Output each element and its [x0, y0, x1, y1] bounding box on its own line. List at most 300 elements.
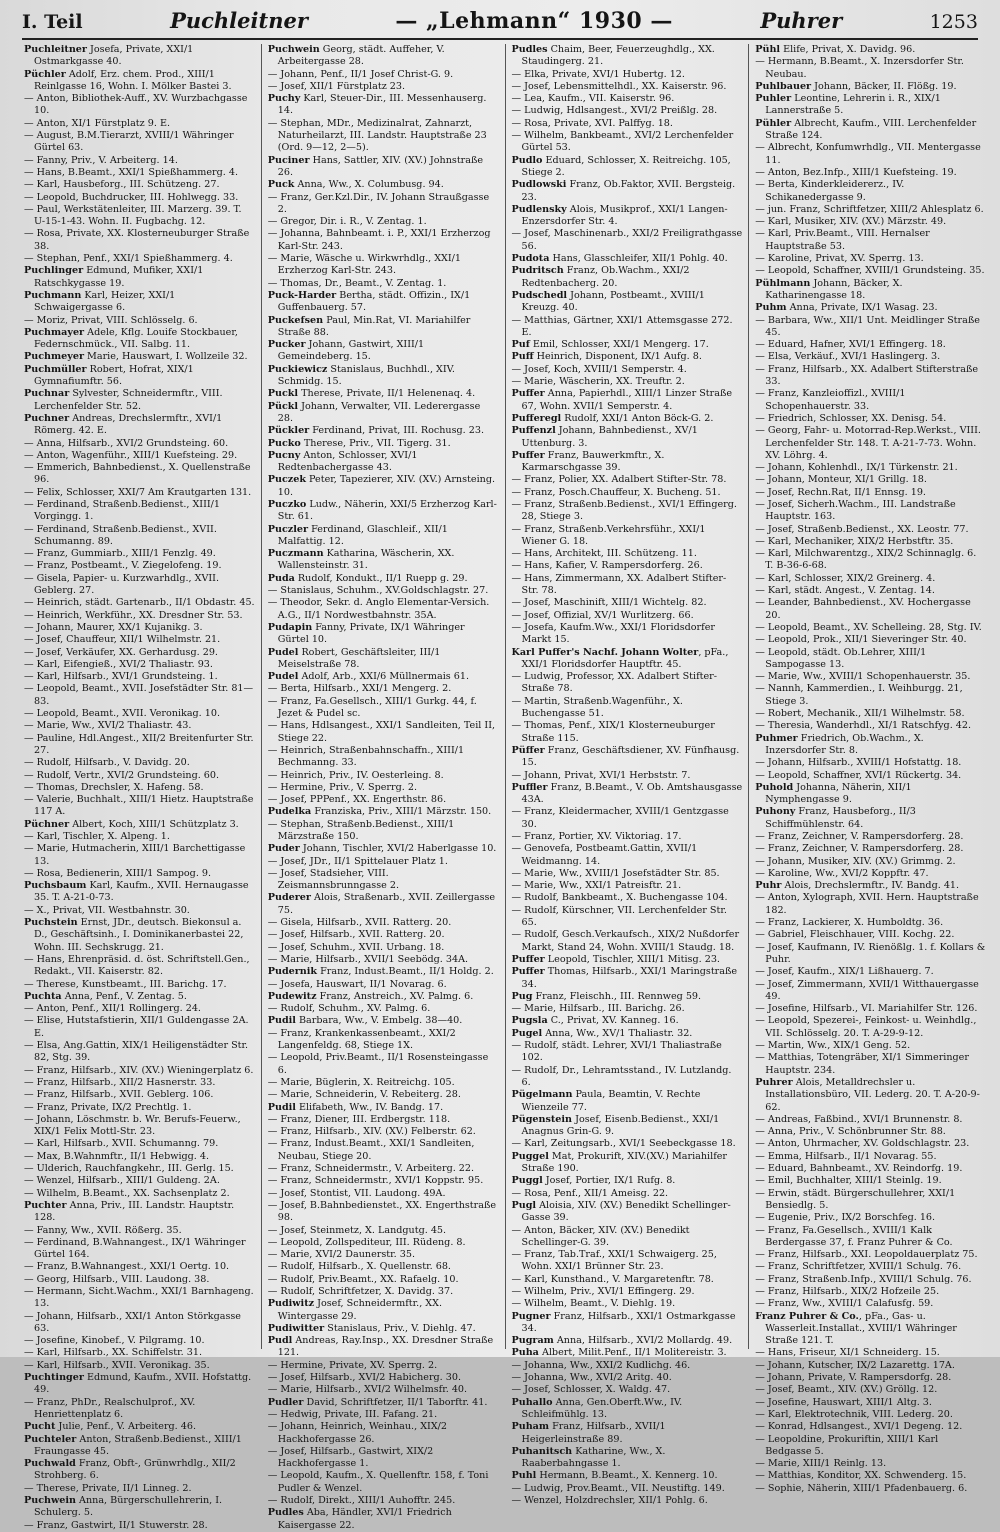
- entry-details: — Marie, Wäscherin, XX. Treuftr. 2.: [511, 376, 685, 388]
- entry-surname: Puf: [511, 339, 530, 351]
- directory-entry: [512, 351, 743, 363]
- directory-entry: [24, 831, 255, 843]
- entry-surname: Puchstein: [24, 917, 78, 929]
- entry-details: Anton, Straßenb.Bedienst., XIII/1 Fraungasse 45.: [34, 1433, 242, 1457]
- directory-entry: [755, 1114, 986, 1126]
- entry-surname: Puchner: [24, 412, 70, 424]
- entry-details: — Rudolf, Direkt., XIII/1 Auhofftr. 245.: [267, 1495, 456, 1507]
- entry-details: Johanna, Näherin, XII/1 Nymphengasse 9.: [765, 781, 912, 806]
- directory-entry: [24, 1040, 255, 1065]
- entry-details: — Marie, XVI/2 Daunerstr. 35.: [267, 1249, 416, 1261]
- directory-entry: [24, 560, 255, 572]
- entry-details: — Hans, Architekt, III. Schützeng. 11.: [511, 548, 697, 560]
- entry-details: — Karl, Eifengieß., XVI/2 Thaliastr. 93.: [24, 658, 213, 670]
- directory-entry: [755, 1225, 986, 1250]
- entry-details: — Franz, Ww., XVIII/1 Calafusfg. 59.: [755, 1298, 934, 1310]
- directory-entry: [24, 1151, 255, 1163]
- entry-details: — Franz, Diener, III. Erdbergstr. 118.: [267, 1113, 451, 1125]
- entry-details: — Marie, Hilfsarb., III. Barichg. 26.: [511, 1003, 685, 1015]
- directory-entry: [512, 1188, 743, 1200]
- directory-entry: [755, 573, 986, 585]
- entry-surname: Pudles: [511, 44, 548, 55]
- directory-entry: [24, 93, 255, 118]
- directory-entry: [755, 253, 986, 265]
- directory-entry: [24, 524, 255, 549]
- directory-entry: [268, 1200, 499, 1225]
- directory-entry: [24, 155, 255, 167]
- directory-entry: [268, 401, 499, 426]
- entry-details: — Hans, Friseur, XI/1 Schneiderg. 15.: [755, 1347, 940, 1359]
- directory-entry: [268, 450, 499, 475]
- directory-entry: [268, 388, 499, 400]
- directory-entry: [512, 1015, 743, 1027]
- directory-entry: [24, 1347, 255, 1359]
- entry-details: — Anna, Priv., V. Schönbrunner Str. 88.: [755, 1126, 946, 1138]
- entry-details: — Matthias, Gärtner, XXI/1 Attemsgasse 272. E.: [511, 314, 733, 338]
- entry-surname: Puczek: [267, 474, 306, 486]
- entry-surname: Puhold: [755, 781, 794, 793]
- entry-details: — Franz, Schriftfetzer, XVIII/1 Schulg. 76.: [755, 1261, 962, 1273]
- entry-details: — Elka, Private, XVI/1 Hubertg. 12.: [511, 68, 685, 80]
- directory-entry: [268, 966, 499, 978]
- entry-details: Franz, Anstreich., XV. Palmg. 6.: [316, 990, 474, 1002]
- directory-entry: [512, 647, 743, 672]
- entry-details: — Josef, Maschinenarb., XXI/2 Freiligrathgasse 56.: [511, 228, 743, 252]
- entry-details: — Gregor, Dir. i. R., V. Zentag. 1.: [267, 216, 427, 228]
- directory-entry: [755, 856, 986, 868]
- directory-entry: [24, 1065, 255, 1077]
- entry-details: — Lea, Kaufm., VII. Kaiserstr. 96.: [511, 93, 675, 105]
- entry-surname: Pugner: [511, 1310, 551, 1322]
- page-number: 1253: [929, 11, 978, 33]
- entry-details: Fanny, Private, IX/1 Währinger Gürtel 10.: [277, 621, 465, 646]
- entry-details: Chaim, Beer, Feuerzeughdlg., XX. Staudingerg. 21.: [521, 44, 715, 68]
- directory-entry: [268, 44, 499, 69]
- entry-details: — Emmerich, Bahnbedienst., X. Quellenstraße 96.: [24, 462, 251, 486]
- entry-details: — Karl, Musiker, XIV. (XV.) Märzstr. 49.: [755, 216, 947, 228]
- directory-entry: [512, 204, 743, 229]
- entry-details: — Josef, Stontist, VII. Laudong. 49A.: [267, 1187, 446, 1199]
- entry-details: Elife, Privat, X. Davidg. 96.: [780, 44, 916, 55]
- directory-entry: [24, 1274, 255, 1286]
- entry-details: — Johann, Heinrich, Weinhau., XIX/2 Hackhofergasse 26.: [267, 1421, 447, 1445]
- directory-entry: [755, 413, 986, 425]
- entry-details: — Johann, Hilfsarb., XXI/1 Anton Störkgasse 63.: [24, 1310, 241, 1334]
- entry-details: Anna, Ww., XV/1 Thaliastr. 32.: [542, 1027, 693, 1039]
- entry-details: — Rudolf, Schriftfetzer, X. Davidg. 37.: [267, 1285, 454, 1297]
- entry-details: — Elise, Hutstafstierin, XII/1 Guldengasse 2A. E.: [24, 1015, 249, 1039]
- entry-details: Franz, Hilfsarb., XVII/1 Heigerleinstraße 89.: [521, 1421, 666, 1445]
- entry-details: — Karl, Milchwarentzg., XIX/2 Schinnaglg. 6. T. B-36-6-68.: [755, 548, 977, 572]
- entry-details: — Franz, Portier, XV. Viktoriag. 17.: [511, 831, 682, 842]
- directory-entry: [755, 634, 986, 646]
- directory-entry: [512, 315, 743, 340]
- entry-details: Johann, Bäcker, II. Flößg. 19.: [811, 80, 957, 92]
- entry-details: Thomas, Hilfsarb., XXI/1 Maringstraße 34.: [521, 966, 738, 990]
- entry-details: Andreas, Drechslermftr., XVI/1 Römerg. 42. E.: [34, 412, 223, 437]
- directory-entry: [755, 1175, 986, 1187]
- entry-details: — Franz, Hilfsarb., XIX/2 Hofzeile 25.: [755, 1285, 940, 1297]
- directory-entry: [755, 228, 986, 253]
- directory-entry: [24, 597, 255, 609]
- directory-entry: [268, 917, 499, 929]
- entry-details: Andreas, Ray.Insp., XX. Dresdner Straße 121.: [277, 1335, 494, 1359]
- entry-details: — Gisela, Hilfsarb., XVII. Ratterg. 20.: [267, 917, 452, 929]
- directory-entry: [755, 1372, 986, 1384]
- directory-entry: [512, 905, 743, 930]
- entry-surname: Puffenzl: [511, 425, 556, 437]
- directory-entry: [512, 1225, 743, 1250]
- entry-details: — Josef, Steinmetz, X. Landgutg. 45.: [267, 1224, 447, 1236]
- entry-details: Aba, Händler, XVI/1 Friedrich Kaisergasse 22.: [277, 1507, 452, 1531]
- entry-surname: Pudil: [267, 1101, 296, 1113]
- directory-entry: [24, 450, 255, 462]
- entry-details: — Hedwig, Private, III. Fafang. 21.: [267, 1408, 438, 1420]
- directory-entry: [512, 1311, 743, 1336]
- entry-details: — Karl, Hilfsarb., XVII. Schumanng. 79.: [24, 1138, 219, 1150]
- entry-details: — Marie, Hutmacherin, XIII/1 Barchettigasse 13.: [24, 843, 246, 867]
- directory-entry: [755, 167, 986, 179]
- entry-details: — Franz, Zeichner, V. Rampersdorferg. 28.: [755, 843, 964, 855]
- directory-entry: [755, 548, 986, 573]
- directory-entry: [268, 1028, 499, 1053]
- entry-details: Ferdinand, Glaschleif., XII/1 Malfattig. 12.: [277, 523, 448, 547]
- entry-details: — Karl, Schlosser, XIX/2 Greinerg. 4.: [755, 572, 936, 584]
- entry-details: — Wilhelm, B.Beamt., XX. Sachsenplatz 2.: [24, 1187, 230, 1199]
- entry-details: — Josef, Stadsieher, VIII. Zeismannsbrunngasse 2.: [267, 867, 400, 892]
- entry-details: — Leander, Bahnbedienst., XV. Hochergasse 20.: [755, 597, 971, 621]
- directory-entry: [268, 548, 499, 573]
- entry-details: Anna, Ww., X. Columbusg. 94.: [294, 179, 444, 191]
- directory-entry: [755, 536, 986, 548]
- entry-details: — Franz, Posch.Chauffeur, X. Bucheng. 51.: [511, 486, 721, 498]
- entry-details: — Franz, Lackierer, X. Humboldtg. 36.: [755, 917, 944, 929]
- directory-entry: [755, 388, 986, 413]
- entry-details: Josef, Eisenb.Bedienst., XXI/1 Anagnus Grin-G. 9.: [521, 1113, 720, 1138]
- entry-details: — Franz, Hilfsarb., XX. Adalbert Stifterstraße 33.: [755, 363, 979, 388]
- directory-entry: [24, 1335, 255, 1347]
- directory-entry: [24, 757, 255, 769]
- directory-entry: [755, 708, 986, 720]
- directory-entry: [512, 228, 743, 253]
- directory-entry: [512, 474, 743, 486]
- entry-details: — Anton, XI/1 Fürstplatz 9. E.: [24, 117, 171, 129]
- directory-entry: [512, 966, 743, 991]
- entry-details: Katharina, Wäscherin, XX. Wallensteinstr. 31.: [277, 548, 455, 572]
- entry-details: Karl, Heizer, XXI/1 Schwaigergasse 6.: [34, 289, 176, 314]
- directory-entry: [24, 991, 255, 1003]
- directory-entry: [512, 1372, 743, 1384]
- entry-surname: Pudles: [267, 1507, 304, 1519]
- directory-entry: [755, 1212, 986, 1224]
- entry-details: — Ulderich, Rauchfangkehr., III. Gerlg. 15.: [24, 1163, 234, 1175]
- directory-entry: [268, 806, 499, 818]
- entry-details: — Franz, Schneidermstr., V. Arbeiterg. 22.: [267, 1163, 475, 1175]
- directory-entry: [512, 339, 743, 351]
- directory-entry: [24, 548, 255, 560]
- directory-entry: [755, 683, 986, 708]
- entry-details: — Karoline, Ww., XVI/2 Koppftr. 47.: [755, 867, 929, 879]
- entry-surname: Pudschedl: [511, 289, 568, 301]
- entry-surname: Karl Puffer's Nachf. Johann Wolter: [511, 646, 699, 658]
- directory-entry: [512, 929, 743, 954]
- directory-entry: [268, 1102, 499, 1114]
- entry-details: Elifabeth, Ww., IV. Bandg. 17.: [295, 1101, 444, 1113]
- directory-entry: [24, 1102, 255, 1114]
- entry-details: — Josefine, Hauswart, XIII/1 Altg. 3.: [755, 1396, 932, 1408]
- entry-surname: Puchmayer: [24, 326, 85, 338]
- directory-entry: [755, 1274, 986, 1286]
- entry-details: — Karl, Hausbeforg., III. Schützeng. 27.: [24, 179, 220, 191]
- directory-entry: [24, 499, 255, 524]
- entry-details: — Marie, Schneiderin, V. Rebeiterg. 28.: [267, 1089, 461, 1101]
- directory-entry: [512, 130, 743, 155]
- entry-details: — Franz, Krankenkassenbeamt., XXI/2 Langenfeldg. 68, Stiege 1X.: [267, 1027, 456, 1052]
- entry-details: — Anton, Bibliothek-Auff., XV. Wurzbachgasse 10.: [24, 93, 248, 117]
- entry-surname: Pudewitz: [267, 990, 317, 1002]
- directory-entry: [268, 1409, 499, 1421]
- directory-entry: [512, 1483, 743, 1495]
- directory-entry: [512, 806, 743, 831]
- entry-details: — Martin, Ww., XIX/1 Geng. 52.: [755, 1040, 911, 1052]
- directory-entry: [755, 142, 986, 167]
- directory-entry: [24, 979, 255, 991]
- entry-details: Bertha, städt. Offizin., IX/1 Guffenbauerg. 57.: [277, 289, 471, 314]
- directory-entry: [268, 1089, 499, 1101]
- directory-entry: [512, 1175, 743, 1187]
- entry-surname: Pudel: [267, 671, 299, 683]
- directory-entry: [268, 1225, 499, 1237]
- entry-details: — Karl, Mechaniker, XIX/2 Herbstftr. 35.: [755, 535, 954, 547]
- directory-entry: [512, 1470, 743, 1482]
- entry-details: — Franz, Hilfsarb., XIV. (XV.) Felberstr. 62.: [267, 1126, 476, 1138]
- entry-details: — Karl, Tischler, X. Alpeng. 1.: [24, 831, 170, 842]
- entry-details: Johann, Tischler, XVI/2 Haberlgasse 10.: [299, 843, 497, 855]
- entry-details: — Josef, Hilfsarb., XVI/2 Habicherg. 30.: [267, 1372, 462, 1384]
- directory-entry: [268, 892, 499, 917]
- directory-entry: [755, 179, 986, 204]
- directory-entry: [268, 1384, 499, 1396]
- column-3: [506, 44, 750, 1507]
- entry-surname: Puffler: [511, 781, 548, 793]
- directory-entry: [755, 917, 986, 929]
- entry-surname: Pudlo: [511, 154, 543, 166]
- directory-entry: [24, 167, 255, 179]
- entry-surname: Puchter: [24, 1199, 67, 1211]
- directory-entry: [268, 585, 499, 597]
- directory-entry: [755, 1421, 986, 1433]
- entry-surname: Pügelmann: [511, 1089, 573, 1101]
- header-first-name: Puchleitner: [170, 8, 308, 33]
- directory-entry: [268, 683, 499, 695]
- entry-details: — Josef, Maschinift, XIII/1 Wichtelg. 82.: [511, 597, 707, 609]
- directory-entry: [755, 1138, 986, 1150]
- directory-entry: [268, 671, 499, 683]
- directory-entry: [24, 1200, 255, 1225]
- entry-surname: Puhlbauer: [755, 80, 812, 92]
- directory-entry: [755, 487, 986, 499]
- directory-entry: [755, 1188, 986, 1213]
- entry-details: Hans, Glasschleifer, XII/1 Pohlg. 40.: [549, 253, 728, 265]
- directory-entry: [755, 1384, 986, 1396]
- entry-details: — Josef, B.Bahnbedienstet., XX. Engerthstraße 98.: [267, 1199, 497, 1224]
- entry-details: — Franz, Gastwirt, II/1 Stuwerstr. 28.: [24, 1519, 208, 1531]
- entry-details: Friedrich, Ob.Wachm., X. Inzersdorfer Str. 8.: [765, 732, 924, 756]
- directory-entry: [755, 1434, 986, 1459]
- directory-entry: [755, 1040, 986, 1052]
- directory-entry: [24, 954, 255, 979]
- directory-entry: [24, 438, 255, 450]
- directory-entry: [268, 929, 499, 941]
- entry-details: — jun. Franz, Schriftfetzer, XIII/2 Ahlesplatz 6.: [755, 203, 984, 215]
- directory-entry: [24, 462, 255, 487]
- entry-surname: Puham: [511, 1421, 550, 1433]
- directory-entry: [268, 1015, 499, 1027]
- directory-entry: [24, 1360, 255, 1372]
- columns-container: [18, 44, 992, 1531]
- entry-surname: Puczko: [267, 498, 307, 510]
- entry-surname: Pudl: [267, 1335, 293, 1347]
- entry-details: — Eduard, Bahnbeamt., XV. Reindorfg. 19.: [755, 1163, 963, 1175]
- entry-surname: Puhony: [755, 806, 796, 818]
- entry-details: — Hans, Ehrenpräsid. d. öst. Schriftstell.Gen., Redakt., VII. Kaiserstr. 82.: [24, 953, 250, 978]
- entry-surname: Pugel: [511, 1027, 543, 1039]
- entry-details: — Johann, Private, V. Rampersdorfg. 28.: [755, 1372, 952, 1384]
- entry-details: — Josefine, Kinobef., V. Pilgramg. 10.: [24, 1335, 205, 1347]
- entry-details: Marie, Hauswart, I. Wollzeile 32.: [84, 351, 248, 363]
- entry-details: — Marie, Hilfsarb., XVII/1 Seebödg. 34A.: [267, 953, 469, 965]
- directory-entry: [24, 265, 255, 290]
- directory-entry: [268, 1397, 499, 1409]
- entry-surname: Pudiwitter: [267, 1322, 325, 1334]
- entry-details: — Gabriel, Fleischhauer, VIII. Kochg. 22.: [755, 929, 955, 941]
- entry-surname: Puck: [267, 179, 295, 191]
- directory-entry: [512, 991, 743, 1003]
- entry-surname: Puder: [267, 843, 300, 855]
- directory-entry: [512, 671, 743, 696]
- directory-entry: [512, 44, 743, 69]
- directory-entry: [268, 1003, 499, 1015]
- entry-details: — Josef, PPPenf., XX. Engerthstr. 86.: [267, 794, 447, 806]
- entry-details: — Robert, Mechanik., XII/1 Wilhelmstr. 58.: [755, 708, 965, 720]
- entry-details: Therese, Private, II/1 Helenenaq. 4.: [298, 388, 476, 400]
- entry-details: Therese, Priv., VII. Tigerg. 31.: [300, 437, 451, 449]
- entry-details: — Wenzel, Hilfsarb., XIII/1 Guldeng. 2A.: [24, 1175, 220, 1187]
- directory-entry: [512, 831, 743, 843]
- directory-entry: [24, 708, 255, 720]
- entry-details: — Stephan, Penf., XXI/1 Spießhammerg. 4.: [24, 253, 233, 265]
- entry-details: — Genovefa, Postbeamt.Gattin, XVII/1 Weidmanng. 14.: [511, 843, 698, 867]
- entry-surname: Pudel: [267, 646, 299, 658]
- entry-details: — Josef, Chauffeur, XII/1 Wilhelmstr. 21.: [24, 634, 221, 646]
- publication-title: — „Lehmann“ 1930 —: [395, 8, 673, 34]
- entry-details: Rudolf, XXI/1 Anton Böck-G. 2.: [561, 412, 714, 424]
- entry-details: — Ludwig, Professor, XX. Adalbert Stifter-Straße 78.: [511, 671, 717, 695]
- directory-entry: [24, 413, 255, 438]
- entry-details: — Franz, Polier, XX. Adalbert Stifter-Str. 78.: [511, 474, 727, 486]
- entry-details: — Johann, Kohlenhdl., IX/1 Türkenstr. 21.: [755, 462, 958, 474]
- entry-surname: Puggl: [511, 1175, 543, 1187]
- entry-details: Paul, Min.Rat, VI. Mariahilfer Straße 88.: [277, 314, 471, 338]
- entry-details: — Ferdinand, B.Wahnangest., IX/1 Währinger Gürtel 164.: [24, 1236, 246, 1261]
- entry-details: — Franz, Kleidermacher, XVIII/1 Gentzgasse 30.: [511, 806, 729, 830]
- entry-details: Anna, Priv., III. Landstr. Hauptstr. 128.: [34, 1199, 235, 1224]
- entry-details: Franz, Fleischh., III. Rennweg 59.: [532, 990, 702, 1002]
- directory-entry: [512, 1040, 743, 1065]
- directory-entry: [268, 1237, 499, 1249]
- entry-details: — Barbara, Ww., XII/1 Unt. Meidlinger Straße 45.: [755, 314, 980, 338]
- entry-surname: Pucht: [24, 1421, 56, 1433]
- directory-entry: [268, 1274, 499, 1286]
- directory-entry: [24, 228, 255, 253]
- entry-surname: Puhm: [755, 302, 787, 314]
- directory-entry: [268, 155, 499, 180]
- entry-details: — August, B.M.Tierarzt, XVIII/1 Währinger Gürtel 63.: [24, 130, 234, 154]
- entry-details: — Fanny, Ww., XVII. Rößerg. 35.: [24, 1224, 182, 1236]
- directory-entry: [268, 474, 499, 499]
- entry-details: — Karl, Hilfsarb., XX. Schiffelstr. 31.: [24, 1347, 203, 1359]
- entry-surname: Puhr: [755, 880, 782, 892]
- entry-details: — Thomas, Penf., XIX/1 Klosterneuburger Straße 115.: [511, 720, 715, 744]
- entry-details: Anna, Bürgerschullehrerin, I. Schulerg. 5.: [34, 1495, 223, 1519]
- entry-details: Johann, Gastwirt, XIII/1 Gemeindeberg. 15.: [277, 339, 425, 363]
- directory-entry: [268, 1175, 499, 1187]
- directory-entry: [755, 1397, 986, 1409]
- directory-entry: [24, 733, 255, 758]
- directory-entry: [512, 364, 743, 376]
- directory-entry: [268, 1360, 499, 1372]
- directory-entry: [268, 216, 499, 228]
- directory-entry: [24, 1089, 255, 1101]
- entry-details: — Franz, Hilfsarb., XII/2 Hasnerstr. 33.: [24, 1076, 216, 1088]
- directory-entry: [268, 364, 499, 389]
- entry-surname: Puhler: [755, 93, 792, 105]
- entry-details: Adele, Kflg. Louife Stockbauer, Federnschmück., VII. Salbg. 11.: [34, 326, 238, 351]
- entry-details: — Hans, Zimmermann, XX. Adalbert Stifter-Str. 78.: [511, 572, 727, 597]
- entry-details: — Rudolf, Hilfsarb., X. Quellenstr. 68.: [267, 1261, 451, 1273]
- entry-details: — Franz, Hilfsarb., XIV. (XV.) Wieningerplatz 6.: [24, 1064, 254, 1076]
- directory-entry: [268, 573, 499, 585]
- entry-surname: Puchta: [24, 990, 62, 1002]
- entry-details: — Rosa, Bedienerin, XIII/1 Sampog. 9.: [24, 867, 212, 879]
- entry-details: — Leopoldine, Prokuriftin, XIII/1 Karl Bedgasse 5.: [755, 1433, 939, 1457]
- entry-details: — Leopold, Spezerei-, Feinkost- u. Weinhdlg., VII. Schlösselg. 20. T. A-29-9-12.: [755, 1015, 977, 1039]
- directory-entry: [512, 720, 743, 745]
- entry-details: Leopold, Tischler, XIII/1 Mitisg. 23.: [544, 953, 720, 965]
- entry-details: Anna, Gen.Oberft.Ww., IV. Schleifmühlg. 13.: [521, 1396, 683, 1420]
- entry-details: Anna, Papierhdl., XIII/1 Linzer Straße 67, Wohn. XVII/1 Semperstr. 4.: [521, 388, 733, 412]
- entry-details: — Franz, Kanzleioffizl., XVIII/1 Schopenhauerstr. 33.: [755, 388, 906, 412]
- entry-details: — X., Privat, VII. Westbahnstr. 30.: [24, 904, 190, 916]
- directory-entry: [755, 93, 986, 118]
- entry-details: — Franz, Hilfsarb., XVII. Geblerg. 106.: [24, 1089, 214, 1101]
- directory-entry: [755, 1163, 986, 1175]
- entry-details: — Georg, Fahr- u. Motorrad-Rep.Werkst., VIII. Lerchenfelder Str. 148. T. A-21-7-73. Wohn. XV. Löhrg. 4.: [755, 425, 981, 461]
- directory-entry: [755, 831, 986, 843]
- entry-details: — Josef, Verkäufer, XX. Gerhardusg. 29.: [24, 646, 218, 658]
- entry-surname: Puggel: [511, 1150, 549, 1162]
- directory-entry: [24, 1397, 255, 1422]
- entry-details: Franz, Obft-, Grünwrhdlg., XII/2 Strohberg. 6.: [34, 1458, 236, 1482]
- directory-entry: [512, 1200, 743, 1225]
- directory-entry: [268, 647, 499, 672]
- entry-details: — Anton, Bez.Infp., XIII/1 Kuefsteing. 19.: [755, 166, 957, 178]
- entry-details: Ernst, JDr., deutsch. Biekonsul a. D., Geschäftsinh., I. Dominikanerbastei 22, Wohn. III. Sechskrugg. 21.: [34, 917, 244, 953]
- directory-entry: [755, 278, 986, 303]
- entry-surname: Pudil: [267, 1015, 296, 1027]
- entry-surname: Puhl: [511, 1470, 537, 1482]
- entry-details: Alois, Metalldrechsler u. Installationsbüro, VII. Lederg. 20. T. A-20-9-62.: [765, 1076, 980, 1113]
